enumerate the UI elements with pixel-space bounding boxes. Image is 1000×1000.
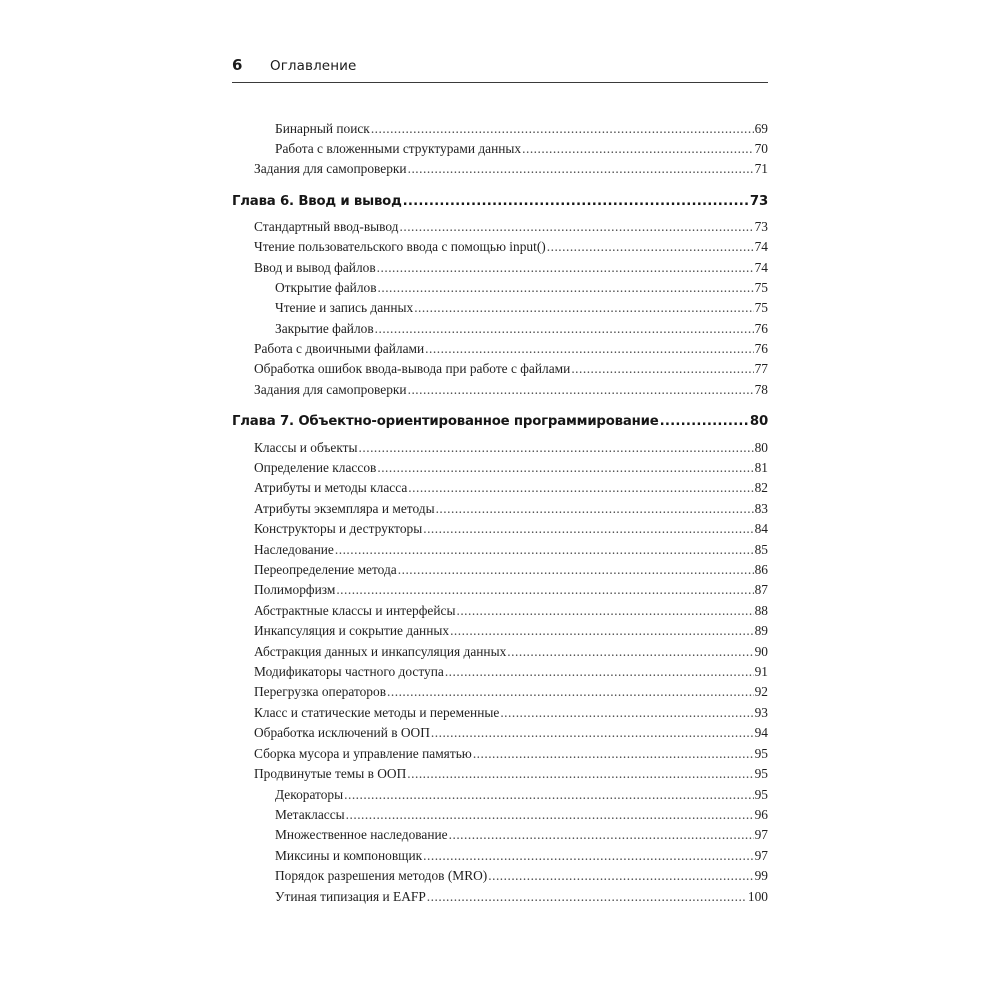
dot-leader: [408, 480, 753, 496]
dot-leader: [359, 440, 754, 456]
dot-leader: [377, 460, 753, 476]
toc-entry-section[interactable]: [232, 239, 768, 255]
toc-entry-title: Декораторы: [275, 787, 344, 802]
toc-entry-title: Глава 6. Ввод и вывод: [232, 194, 402, 209]
toc-entry-section[interactable]: [232, 361, 768, 377]
toc-entry-section[interactable]: [232, 280, 768, 296]
toc-entry-title: Абстракция данных и инкапсуляция данных: [254, 644, 507, 659]
toc-entry-page: 95: [754, 746, 768, 761]
toc-entry-page: 97: [754, 827, 768, 842]
toc-entry-page: 100: [747, 889, 768, 904]
toc-entry-title: Модификаторы частного доступа: [254, 664, 444, 679]
toc-entry-title: Чтение и запись данных: [275, 300, 414, 315]
dot-leader: [473, 746, 754, 762]
toc-entry-title: Работа с вложенными структурами данных: [275, 141, 522, 156]
toc-entry-section[interactable]: [232, 521, 768, 537]
toc-entry-page: 73: [754, 219, 768, 234]
toc-entry-title: Глава 7. Объектно-ориентированное программирование: [232, 414, 659, 429]
toc-entry-title: Конструкторы и деструкторы: [254, 521, 423, 536]
toc-entry-page: 75: [754, 280, 768, 295]
toc-entry-page: 88: [754, 603, 768, 618]
toc-entry-page: 82: [754, 480, 768, 495]
dot-leader: [400, 219, 754, 235]
dot-leader: [425, 341, 753, 357]
toc-entry-page: 69: [754, 121, 768, 136]
toc-entry-section[interactable]: [232, 321, 768, 337]
toc-entry-page: 78: [754, 382, 768, 397]
toc-entry-title: Задания для самопроверки: [254, 161, 407, 176]
toc-entry-title: Инкапсуляция и сокрытие данных: [254, 623, 450, 638]
toc-entry-section[interactable]: [232, 562, 768, 578]
toc-entry-title: Обработка исключений в ООП: [254, 725, 430, 740]
dot-leader: [335, 542, 754, 558]
toc-entry-page: 76: [754, 321, 768, 336]
dot-leader: [423, 848, 753, 864]
toc-entry-page: 74: [754, 260, 768, 275]
toc-entry-page: 74: [754, 239, 768, 254]
toc-entry-title: Закрытие файлов: [275, 321, 374, 336]
toc-entry-section[interactable]: [232, 603, 768, 619]
toc-entry-title: Утиная типизация и EAFP: [275, 889, 426, 904]
header-rule: [232, 82, 768, 83]
toc-entry-section[interactable]: [232, 766, 768, 782]
toc-entry-page: 95: [754, 766, 768, 781]
toc-entry-page: 89: [754, 623, 768, 638]
toc-entry-section[interactable]: [232, 582, 768, 598]
toc-entry-page: 93: [754, 705, 768, 720]
toc-entry-chapter[interactable]: [232, 194, 768, 209]
toc-entry-page: 95: [754, 787, 768, 802]
toc-entry-page: 76: [754, 341, 768, 356]
toc-entry-title: Перегрузка операторов: [254, 684, 387, 699]
toc-entry-title: Атрибуты и методы класса: [254, 480, 408, 495]
toc-entry-section[interactable]: [232, 501, 768, 517]
toc-entry-section[interactable]: [232, 440, 768, 456]
dot-leader: [547, 239, 754, 255]
toc-entry-section[interactable]: [232, 684, 768, 700]
dot-leader: [660, 414, 749, 429]
toc-entry-section[interactable]: [232, 141, 768, 157]
toc-entry-title: Задания для самопроверки: [254, 382, 407, 397]
dot-leader: [408, 382, 754, 398]
toc-entry-title: Бинарный поиск: [275, 121, 370, 136]
toc-entry-page: 96: [754, 807, 768, 822]
toc-entry-page: 71: [754, 161, 768, 176]
toc-entry-section[interactable]: [232, 889, 768, 905]
dot-leader: [414, 300, 753, 316]
toc-entry-title: Класс и статические методы и переменные: [254, 705, 500, 720]
dot-leader: [346, 807, 754, 823]
toc-entry-title: Продвинутые темы в ООП: [254, 766, 407, 781]
toc-entry-page: 90: [754, 644, 768, 659]
toc-entry-page: 97: [754, 848, 768, 863]
dot-leader: [375, 321, 754, 337]
toc-entry-page: 70: [754, 141, 768, 156]
toc-entry-title: Сборка мусора и управление памятью: [254, 746, 472, 761]
page-number: 6: [232, 56, 243, 74]
toc-entry-section[interactable]: [232, 382, 768, 398]
toc-entry-section[interactable]: [232, 746, 768, 762]
dot-leader: [336, 582, 753, 598]
toc-entry-title: Полиморфизм: [254, 582, 336, 597]
running-header-title: Оглавление: [270, 58, 357, 74]
toc-entry-section[interactable]: [232, 644, 768, 660]
dot-leader: [387, 684, 754, 700]
dot-leader: [522, 141, 753, 157]
dot-leader: [378, 280, 754, 296]
dot-leader: [371, 121, 754, 137]
toc-entry-chapter[interactable]: [232, 414, 768, 429]
toc-entry-page: 94: [754, 725, 768, 740]
dot-leader: [450, 623, 754, 639]
toc-entry-section[interactable]: [232, 807, 768, 823]
dot-leader: [398, 562, 754, 578]
dot-leader: [571, 361, 753, 377]
toc-entry-section[interactable]: [232, 341, 768, 357]
toc-entry-section[interactable]: [232, 623, 768, 639]
toc-entry-page: 91: [754, 664, 768, 679]
dot-leader: [427, 889, 747, 905]
toc-entry-title: Работа с двоичными файлами: [254, 341, 425, 356]
toc-entry-page: 75: [754, 300, 768, 315]
toc-entry-title: Определение классов: [254, 460, 377, 475]
toc-entry-section[interactable]: [232, 827, 768, 843]
toc-entry-page: 92: [754, 684, 768, 699]
toc-entry-section[interactable]: [232, 664, 768, 680]
toc-entry-title: Классы и объекты: [254, 440, 358, 455]
toc-page: [232, 56, 768, 936]
toc-entry-section[interactable]: [232, 300, 768, 316]
toc-entry-page: 83: [754, 501, 768, 516]
toc-entry-section[interactable]: [232, 460, 768, 476]
running-header: [232, 56, 768, 78]
toc-entry-title: Чтение пользовательского ввода с помощью input(): [254, 239, 546, 254]
toc-entry-title: Атрибуты экземпляра и методы: [254, 501, 435, 516]
toc-entry-page: 80: [749, 414, 768, 429]
toc-entry-section[interactable]: [232, 260, 768, 276]
dot-leader: [436, 501, 754, 517]
dot-leader: [445, 664, 754, 680]
toc-entry-page: 81: [754, 460, 768, 475]
toc-entry-section[interactable]: [232, 868, 768, 884]
toc-entry-title: Открытие файлов: [275, 280, 377, 295]
toc-entry-title: Наследование: [254, 542, 334, 557]
toc-entry-page: 73: [749, 194, 768, 209]
toc-entry-page: 99: [754, 868, 768, 883]
toc-entry-title: Метаклассы: [275, 807, 345, 822]
dot-leader: [377, 260, 754, 276]
toc-entry-title: Обработка ошибок ввода-вывода при работе с файлами: [254, 361, 571, 376]
toc-entry-page: 77: [754, 361, 768, 376]
toc-entry-section[interactable]: [232, 725, 768, 741]
dot-leader: [507, 644, 753, 660]
toc-entry-page: 80: [754, 440, 768, 455]
toc-entry-page: 87: [754, 582, 768, 597]
dot-leader: [423, 521, 753, 537]
toc-entry-section[interactable]: [232, 480, 768, 496]
dot-leader: [500, 705, 753, 721]
toc-entry-section[interactable]: [232, 219, 768, 235]
toc-entry-title: Множественное наследование: [275, 827, 448, 842]
toc-entry-section[interactable]: [232, 121, 768, 137]
toc-entry-title: Переопределение метода: [254, 562, 397, 577]
toc-entry-title: Стандартный ввод-вывод: [254, 219, 399, 234]
dot-leader: [488, 868, 753, 884]
toc-entry-page: 84: [754, 521, 768, 536]
dot-leader: [456, 603, 753, 619]
toc-entry-section[interactable]: [232, 542, 768, 558]
toc-entry-section[interactable]: [232, 161, 768, 177]
dot-leader: [449, 827, 754, 843]
dot-leader: [403, 194, 749, 209]
toc-entry-section[interactable]: [232, 848, 768, 864]
dot-leader: [431, 725, 754, 741]
toc-entry-section[interactable]: [232, 787, 768, 803]
toc-entry-title: Ввод и вывод файлов: [254, 260, 376, 275]
toc-entry-title: Миксины и компоновщик: [275, 848, 423, 863]
toc-entry-page: 86: [754, 562, 768, 577]
toc-entry-title: Абстрактные классы и интерфейсы: [254, 603, 456, 618]
dot-leader: [407, 766, 753, 782]
toc-entry-section[interactable]: [232, 705, 768, 721]
dot-leader: [344, 787, 753, 803]
toc-entry-title: Порядок разрешения методов (MRO): [275, 868, 488, 883]
dot-leader: [408, 161, 754, 177]
toc-entry-page: 85: [754, 542, 768, 557]
